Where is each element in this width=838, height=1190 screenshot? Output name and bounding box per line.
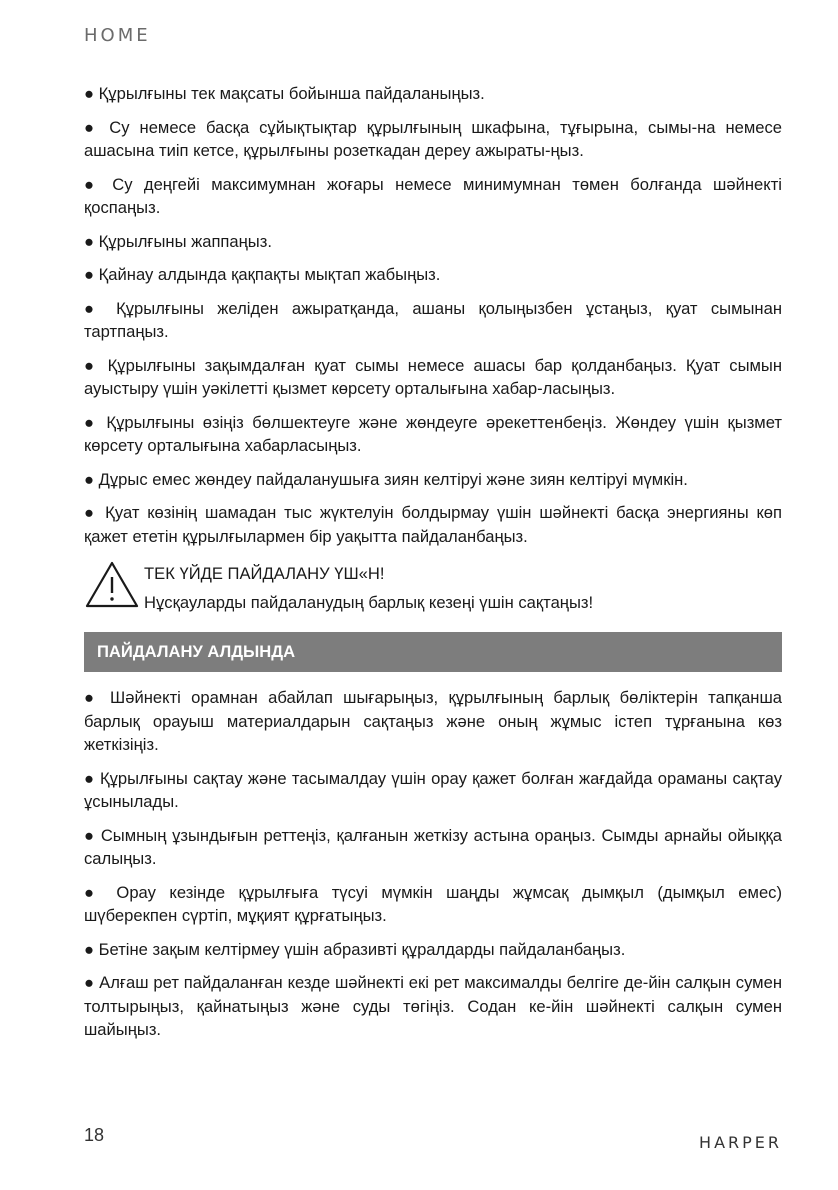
instruction-item: ● Қуат көзінің шамадан тыс жүктелуін болдырмау үшін шәйнекті басқа энергияны көп қажет ететін құрылғылармен бір уақытта пайдаланбаңыз. (84, 503, 782, 546)
page-number: 18 (84, 1125, 105, 1145)
section-header: ПАЙДАЛАНУ АЛДЫНДА (84, 632, 782, 672)
instruction-item: ● Құрылғыны желіден ажыратқанда, ашаны қолыңызбен ұстаңыз, қуат сымынан тартпаңыз. (84, 298, 782, 341)
instruction-item: ● Қайнау алдында қақпақты мықтап жабыңыз. (84, 265, 441, 284)
home-logo: HOME (84, 25, 151, 46)
warning-block (84, 558, 782, 618)
instruction-item: ● Құрылғыны сақтау және тасымалдау үшін орау қажет болған жағдайда ораманы сақтау ұсынылады. (84, 768, 782, 811)
warning-title: ТЕК ҮЙДЕ ПАЙДАЛАНУ ҮШ«Н! (144, 564, 385, 583)
warning-text: Нұсқауларды пайдаланудың барлық кезеңі үшін сақтаңыз! (144, 593, 594, 612)
before-use-list (84, 686, 782, 1042)
instruction-item: ● Орау кезінде құрылғыға түсуі мүмкін шаңды жұмсақ дымқыл (дымқыл емес) шүберекпен сүртіп, мұқият құрғатыңыз. (84, 882, 782, 925)
instruction-item: ● Құрылғыны тек мақсаты бойынша пайдаланыңыз. (84, 84, 485, 103)
instruction-item: ● Сымның ұзындығын реттеңіз, қалғанын жеткізу астына ораңыз. Сымды арнайы ойыққа салыңыз. (84, 825, 782, 868)
instruction-item: ● Бетіне зақым келтірмеу үшін абразивті құралдарды пайдаланбаңыз. (84, 939, 626, 959)
instruction-item: ● Су немесе басқа сұйықтықтар құрылғының шкафына, тұғырына, сымы-на немесе ашасына тиіп кетсе, құрылғыны розеткадан дереу ажыраты-ңыз. (84, 117, 782, 160)
instruction-item: ● Құрылғыны зақымдалған қуат сымы немесе ашасы бар қолданбаңыз. Қуат сымын ауыстыру үшін уәкілетті қызмет көрсету орталығына хабар-ласыңыз. (84, 355, 782, 398)
instruction-item: ● Құрылғыны өзіңіз бөлшектеуге және жөндеуге әрекеттенбеңіз. Жөндеу үшін қызмет көрсету орталығына хабарласыңыз. (84, 412, 782, 455)
brand-logo: HARPER (699, 1133, 782, 1152)
instruction-item: ● Құрылғыны жаппаңыз. (84, 231, 272, 251)
instruction-item: ● Дұрыс емес жөндеу пайдаланушыға зиян келтіруі және зиян келтіруі мүмкін. (84, 469, 688, 489)
instruction-item: ● Алғаш рет пайдаланған кезде шәйнекті екі рет максималды белгіге де-йін салқын сумен толтырыңыз, қайнатыңыз және суды төгіңіз. Содан ке-йін шәйнекті салқын сумен шайыңыз. (84, 973, 782, 1039)
instruction-item: ● Су деңгейі максимумнан жоғары немесе минимумнан төмен болғанда шәйнекті қоспаңыз. (84, 174, 782, 217)
warning-triangle-icon (84, 560, 140, 610)
page-content (84, 82, 782, 1052)
safety-instructions-list (84, 82, 782, 548)
instruction-item: ● Шәйнекті орамнан абайлап шығарыңыз, құрылғының барлық бөліктерін тапқанша барлық орауыш материалдарын сақтаңыз және оның жұмыс істеп тұрғанына көз жеткізіңіз. (84, 688, 782, 754)
